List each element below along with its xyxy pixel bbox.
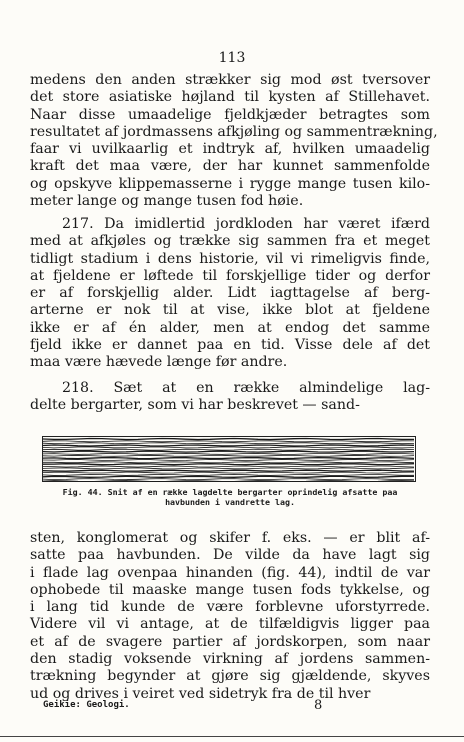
text-line: delte bergarter, som vi har beskrevet — sand- [30,397,360,414]
text-line: meter lange og mange tusen fod høie. [30,193,304,210]
text-line: ophobede til maaske mange tusen fods tykkelse, og [30,581,430,598]
stratum-line [43,447,414,448]
stratum-line [43,470,414,471]
text-line: det store asiatiske højland til kysten af Stillehavet. [30,89,430,106]
caption-line-2: havbunden i vandrette lag. [165,497,295,507]
footer-sheet-number: 8 [314,698,323,713]
stratum-line [43,460,414,461]
text-line: ud og drives i veiret ved sidetryk fra de til hver [30,685,371,702]
text-line: resultatet af jordmassens afkjøling og sammentrækning, [30,123,438,140]
stratum-line [43,479,414,480]
paragraph-218 [30,380,430,415]
bottom-edge-line [0,736,464,737]
text-line: 217. Da imidlertid jordkloden har været ifærd [62,216,430,232]
text-line: er af forskjellig alder. Lidt iagttagelse af berg- [30,285,430,302]
stratum-line [43,453,414,454]
stratum-line [43,441,414,442]
stratum-line [43,472,414,473]
horizontal-strata-illustration [42,436,416,482]
text-line: Naar disse umaadelige fjeldkjæder betragtes som [30,106,430,123]
stratum-line [43,462,414,463]
footer-signature: Geikie: Geologi. [43,700,130,710]
text-line: trækning begynder at gjøre sig gjældende, skyves [30,668,430,685]
stratum-line [43,443,414,444]
text-line: 218. Sæt at en række almindelige lag- [62,380,430,396]
text-line: i lang tid kunde de være forblevne uforstyrrede. [30,599,430,616]
text-line: tidligt stadium i dens historie, vil vi rimeligvis finde, [30,250,430,267]
text-line: arterne er nok til at vise, ikke blot at fjeldene [30,302,430,319]
text-line: sten, konglomerat og skifer f. eks. — er blit af- [30,530,430,546]
stratum-line [43,468,414,469]
caption-line-1: Fig. 44. Snit af en række lagdelte bergarter oprindelig afsatte paa [62,487,398,497]
stratum-line [43,481,414,482]
text-line: faar vi uvilkaarlig et indtryk af, hvilken umaadelig [30,141,430,158]
stratum-line [43,455,414,456]
text-line: i flade lag ovenpaa hinanden (fig. 44), indtil de var [30,564,430,581]
text-line: at fjeldene er løftede til forskjellige tider og derfor [30,267,430,284]
stratum-line [43,474,414,475]
text-line: kraft det maa være, der har kunnet sammenfolde [30,158,430,175]
paragraph-continued [30,530,430,703]
text-line: medens den anden strækker sig mod øst tversover [30,72,430,88]
page-number: 113 [218,50,246,66]
stratum-line [43,449,414,450]
text-line: ikke er af én alder, men at endog det samme [30,319,430,336]
stratum-line [43,451,414,452]
figure-44-strata [42,436,416,482]
text-line: Videre vil vi antage, at de tilfældigvis ligger paa [30,616,430,633]
stratum-line [43,476,414,477]
stratum-line [43,445,414,446]
paragraph-mountains [30,72,438,210]
figure-caption [30,487,430,507]
text-line: fjeld ikke er dannet paa en tid. Visse dele af det [30,337,430,354]
stratum-line [43,466,414,467]
text-line: med at afkjøles og trække sig sammen fra et meget [30,233,430,250]
stratum-line [43,464,414,465]
text-line: maa være hævede længe før andre. [30,354,288,371]
stratum-line [43,439,414,440]
stratum-line [43,458,414,459]
text-line: et af de svagere partier af jordskorpen, som naar [30,633,430,650]
paragraph-217 [30,216,430,372]
text-line: og opskyve klippemasserne i rygge mange tusen kilo- [30,175,430,192]
text-line: den stadig voksende virkning af jordens sammen- [30,651,430,668]
text-line: satte paa havbunden. De vilde da have lagt sig [30,547,430,564]
